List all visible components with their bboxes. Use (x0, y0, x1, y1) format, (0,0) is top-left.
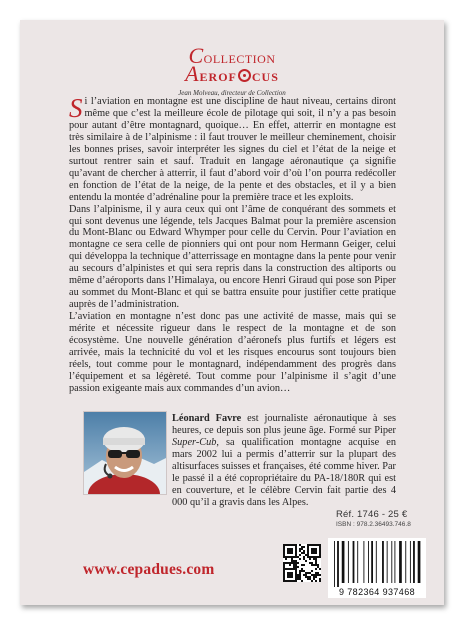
publisher-url[interactable]: www.cepadues.com (83, 561, 215, 578)
logo-aerofocus-part1: EROF (199, 70, 237, 84)
logo-aerofocus-word (20, 61, 444, 87)
author-bio-part-1: est journaliste aéronautique à ses heures, ce depuis son plus jeune âge. Formé sur Piper (172, 413, 397, 436)
logo-initial-c: C (188, 43, 204, 68)
blurb-paragraph-2: Dans l’alpinisme, il y aura ceux qui ont l’âme de conquérant des sommets et qui sont devenus une légende, tels Jacques Balmat pour la première ascension du Mont-Blanc ou Edward Whymper pour celle du Cervin. Pour l’aviation en montagne ce sera celle de pionniers qui ont pour nom Hermann Geiger, celui qui développa la technique d’atterrissage en montagne dans la pente pour venir au secours d’alpinistes et qui sera repris dans la construction des altiports ou même d’aéroports dans l’Himalaya, ou encore Henri Giraud qui pose son Piper au sommet du Mont-Blanc et qui se battra ensuite pour justifier cette pratique auprès de l’administration. (69, 203, 396, 311)
logo-tagline: Jean Molveau, directeur de Collection (178, 89, 286, 97)
author-bio (172, 413, 396, 509)
isbn-text: ISBN : 978.2.36493.746.8 (336, 521, 411, 528)
author-bio-plane: Super-Cub (172, 436, 217, 448)
blurb-paragraph-1-text: i l’aviation en montagne est une discipline de haut niveau, certains diront même que c’est la meilleure école de pilotage qui soit, il n’y a pas besoin pour autant d’être montagnard, quoique… En effet, atterrir en montagne est très similaire à de l’alpinisme : il faut trouver le meilleur cheminement, choisir les bonnes prises, savoir interpréter les signes du ciel et l’état de la neige et surtout rentrer sain et sauf. Traduit en langage aéronautique ça signifie qu’avant de chercher à atterrir, il faut d’abord voir d’où l’on pourra redécoller en fonction de l’état de la neige, de la pente et des obstacles, et il y a bien entendu la montée d’adrénaline pour la première trace et les exploits. (69, 96, 396, 203)
drop-cap: S (69, 93, 83, 123)
barcode (328, 538, 426, 598)
author-name: Léonard Favre (172, 413, 242, 424)
logo-collection-rest: OLLECTION (203, 52, 276, 66)
barcode-icon (328, 538, 426, 588)
blurb-paragraph-3: L’aviation en montagne n’est donc pas une activité de masse, mais qui se mérite et nécessite rigueur dans le respect de la montagne et de son écosystème. Une nouvelle génération d’aéronefs plus furtifs et légers est arrivée, mais la technicité du vol et les risques encourus sont toujours bien réels, tout comme pour le montagnard, indépendamment des progrès dans l’équipement et sa légèreté. Tout comme pour l’alpinisme il s’agit d’une passion exigeante mais aux commandes d’un avion… (69, 311, 396, 394)
qr-code (283, 544, 321, 582)
target-icon (238, 69, 251, 82)
reference-price: Réf. 1746 - 25 € (336, 509, 408, 520)
author-bio-part-2: , sa qualification montagne acquise en mars 2002 lui a permis d’atterrir sur la plupart des altisurfaces suisses et françaises, été comme hiver. Par le passé il a été copropriétaire du PA-18/180R qui est en couverture, et le célèbre Cervin fait partie des 4 000 qu’il a gravis dans les Alpes. (172, 436, 396, 508)
barcode-digits: 9 782364 937468 (338, 587, 416, 597)
author-photo (83, 411, 167, 495)
qr-code-icon (283, 544, 321, 582)
logo-aerofocus-part2: CUS (251, 70, 279, 84)
reference-block (336, 509, 411, 528)
author-portrait-icon (84, 412, 166, 494)
logo-initial-a: A (185, 61, 200, 86)
back-cover (20, 20, 444, 605)
collection-logo (20, 43, 444, 97)
